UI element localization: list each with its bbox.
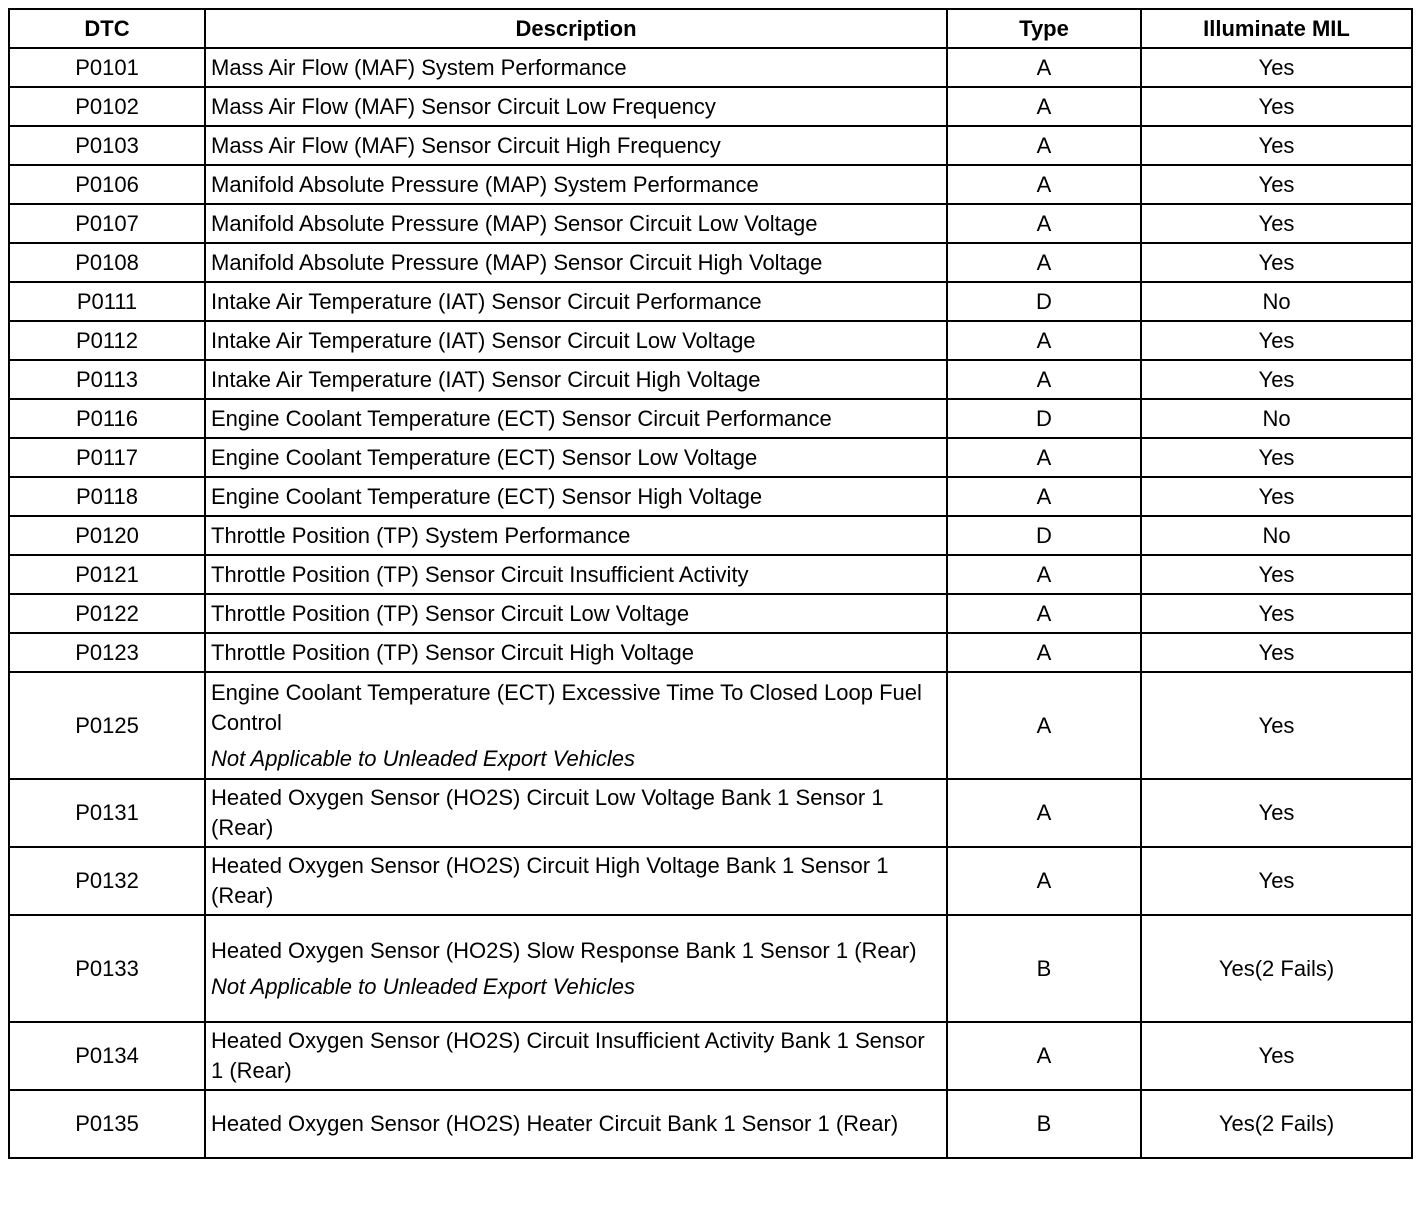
table-row — [9, 477, 1412, 516]
description-text: Throttle Position (TP) Sensor Circuit Low Voltage — [211, 600, 690, 626]
type-cell: B — [947, 915, 1141, 1022]
type-cell: A — [947, 48, 1141, 87]
type-cell: A — [947, 477, 1141, 516]
mil-cell: Yes — [1141, 847, 1412, 915]
table-row — [9, 399, 1412, 438]
description-cell — [205, 87, 947, 126]
dtc-cell: P0101 — [9, 48, 205, 87]
mil-cell: Yes — [1141, 204, 1412, 243]
description-cell — [205, 165, 947, 204]
table-row — [9, 165, 1412, 204]
type-cell: A — [947, 126, 1141, 165]
table-row — [9, 672, 1412, 779]
description-cell — [205, 321, 947, 360]
dtc-cell: P0102 — [9, 87, 205, 126]
dtc-cell: P0112 — [9, 321, 205, 360]
mil-cell: Yes — [1141, 360, 1412, 399]
description-text: Heated Oxygen Sensor (HO2S) Circuit Low Voltage Bank 1 Sensor 1 (Rear) — [211, 785, 884, 840]
table-row — [9, 87, 1412, 126]
mil-cell: Yes — [1141, 1022, 1412, 1090]
type-cell: B — [947, 1090, 1141, 1158]
description-text: Intake Air Temperature (IAT) Sensor Circuit Low Voltage — [211, 327, 756, 353]
type-cell: A — [947, 204, 1141, 243]
description-text: Throttle Position (TP) Sensor Circuit Insufficient Activity — [211, 561, 749, 587]
table-row — [9, 321, 1412, 360]
description-cell — [205, 48, 947, 87]
dtc-cell: P0120 — [9, 516, 205, 555]
description-cell — [205, 1090, 947, 1158]
description-cell — [205, 243, 947, 282]
type-cell: A — [947, 438, 1141, 477]
applicability-note: Not Applicable to Unleaded Export Vehicles — [211, 973, 635, 999]
dtc-cell: P0122 — [9, 594, 205, 633]
description-cell — [205, 399, 947, 438]
description-text: Manifold Absolute Pressure (MAP) Sensor Circuit Low Voltage — [211, 210, 818, 236]
type-cell: A — [947, 1022, 1141, 1090]
dtc-table — [8, 8, 1413, 1159]
description-text: Engine Coolant Temperature (ECT) Sensor High Voltage — [211, 483, 763, 509]
dtc-cell: P0132 — [9, 847, 205, 915]
type-cell: A — [947, 165, 1141, 204]
description-text: Heated Oxygen Sensor (HO2S) Circuit Insufficient Activity Bank 1 Sensor 1 (Rear) — [211, 1028, 925, 1083]
dtc-cell: P0131 — [9, 779, 205, 847]
mil-cell: Yes — [1141, 779, 1412, 847]
dtc-cell: P0118 — [9, 477, 205, 516]
description-cell — [205, 672, 947, 779]
table-row — [9, 555, 1412, 594]
mil-cell: Yes — [1141, 633, 1412, 672]
mil-cell: Yes — [1141, 477, 1412, 516]
header-mil: Illuminate MIL — [1141, 9, 1412, 48]
description-cell — [205, 633, 947, 672]
header-type: Type — [947, 9, 1141, 48]
type-cell: D — [947, 399, 1141, 438]
mil-cell: Yes — [1141, 87, 1412, 126]
table-row — [9, 243, 1412, 282]
description-cell — [205, 1022, 947, 1090]
description-cell — [205, 516, 947, 555]
type-cell: A — [947, 594, 1141, 633]
table-row — [9, 48, 1412, 87]
table-row — [9, 1090, 1412, 1158]
type-cell: A — [947, 847, 1141, 915]
type-cell: A — [947, 633, 1141, 672]
mil-cell: Yes — [1141, 321, 1412, 360]
dtc-cell: P0121 — [9, 555, 205, 594]
dtc-cell: P0108 — [9, 243, 205, 282]
type-cell: A — [947, 360, 1141, 399]
description-text: Intake Air Temperature (IAT) Sensor Circuit Performance — [211, 288, 762, 314]
description-cell — [205, 847, 947, 915]
description-cell — [205, 477, 947, 516]
description-cell — [205, 779, 947, 847]
mil-cell: Yes — [1141, 555, 1412, 594]
description-text: Engine Coolant Temperature (ECT) Sensor Circuit Performance — [211, 405, 832, 431]
dtc-cell: P0125 — [9, 672, 205, 779]
dtc-cell: P0133 — [9, 915, 205, 1022]
dtc-cell: P0135 — [9, 1090, 205, 1158]
table-row — [9, 126, 1412, 165]
description-text: Throttle Position (TP) Sensor Circuit High Voltage — [211, 639, 694, 665]
description-text: Heated Oxygen Sensor (HO2S) Circuit High Voltage Bank 1 Sensor 1 (Rear) — [211, 853, 889, 908]
description-text: Throttle Position (TP) System Performance — [211, 522, 631, 548]
header-row — [9, 9, 1412, 48]
type-cell: D — [947, 282, 1141, 321]
type-cell: A — [947, 555, 1141, 594]
mil-cell: Yes — [1141, 165, 1412, 204]
description-text: Heated Oxygen Sensor (HO2S) Slow Response Bank 1 Sensor 1 (Rear) — [211, 937, 917, 963]
dtc-cell: P0123 — [9, 633, 205, 672]
dtc-cell: P0113 — [9, 360, 205, 399]
dtc-cell: P0117 — [9, 438, 205, 477]
description-cell — [205, 204, 947, 243]
type-cell: A — [947, 672, 1141, 779]
table-row — [9, 847, 1412, 915]
description-text: Mass Air Flow (MAF) System Performance — [211, 54, 627, 80]
applicability-note: Not Applicable to Unleaded Export Vehicles — [211, 745, 635, 771]
table-row — [9, 360, 1412, 399]
description-cell — [205, 282, 947, 321]
table-row — [9, 594, 1412, 633]
description-cell — [205, 126, 947, 165]
dtc-cell: P0111 — [9, 282, 205, 321]
mil-cell: No — [1141, 516, 1412, 555]
description-text: Heated Oxygen Sensor (HO2S) Heater Circuit Bank 1 Sensor 1 (Rear) — [211, 1111, 899, 1136]
dtc-cell: P0103 — [9, 126, 205, 165]
type-cell: A — [947, 779, 1141, 847]
dtc-cell: P0116 — [9, 399, 205, 438]
description-cell — [205, 360, 947, 399]
table-row — [9, 915, 1412, 1022]
mil-cell: No — [1141, 282, 1412, 321]
description-text: Manifold Absolute Pressure (MAP) System Performance — [211, 171, 759, 197]
type-cell: A — [947, 87, 1141, 126]
mil-cell: No — [1141, 399, 1412, 438]
description-cell — [205, 915, 947, 1022]
dtc-cell: P0107 — [9, 204, 205, 243]
mil-cell: Yes(2 Fails) — [1141, 915, 1412, 1022]
mil-cell: Yes — [1141, 438, 1412, 477]
table-row — [9, 282, 1412, 321]
mil-cell: Yes(2 Fails) — [1141, 1090, 1412, 1158]
description-cell — [205, 594, 947, 633]
type-cell: A — [947, 243, 1141, 282]
description-text: Manifold Absolute Pressure (MAP) Sensor Circuit High Voltage — [211, 249, 823, 275]
table-body — [9, 48, 1412, 1158]
description-text: Intake Air Temperature (IAT) Sensor Circuit High Voltage — [211, 366, 761, 392]
mil-cell: Yes — [1141, 126, 1412, 165]
dtc-cell: P0106 — [9, 165, 205, 204]
mil-cell: Yes — [1141, 243, 1412, 282]
table-row — [9, 1022, 1412, 1090]
description-text: Mass Air Flow (MAF) Sensor Circuit High Frequency — [211, 132, 721, 158]
table-row — [9, 516, 1412, 555]
mil-cell: Yes — [1141, 672, 1412, 779]
table-row — [9, 438, 1412, 477]
header-dtc: DTC — [9, 9, 205, 48]
description-cell — [205, 438, 947, 477]
description-text: Engine Coolant Temperature (ECT) Excessive Time To Closed Loop Fuel Control — [211, 679, 922, 735]
description-cell — [205, 555, 947, 594]
description-text: Mass Air Flow (MAF) Sensor Circuit Low Frequency — [211, 93, 716, 119]
description-text: Engine Coolant Temperature (ECT) Sensor Low Voltage — [211, 444, 758, 470]
table-row — [9, 633, 1412, 672]
type-cell: A — [947, 321, 1141, 360]
type-cell: D — [947, 516, 1141, 555]
dtc-cell: P0134 — [9, 1022, 205, 1090]
table-row — [9, 779, 1412, 847]
mil-cell: Yes — [1141, 48, 1412, 87]
table-row — [9, 204, 1412, 243]
mil-cell: Yes — [1141, 594, 1412, 633]
header-description: Description — [205, 9, 947, 48]
